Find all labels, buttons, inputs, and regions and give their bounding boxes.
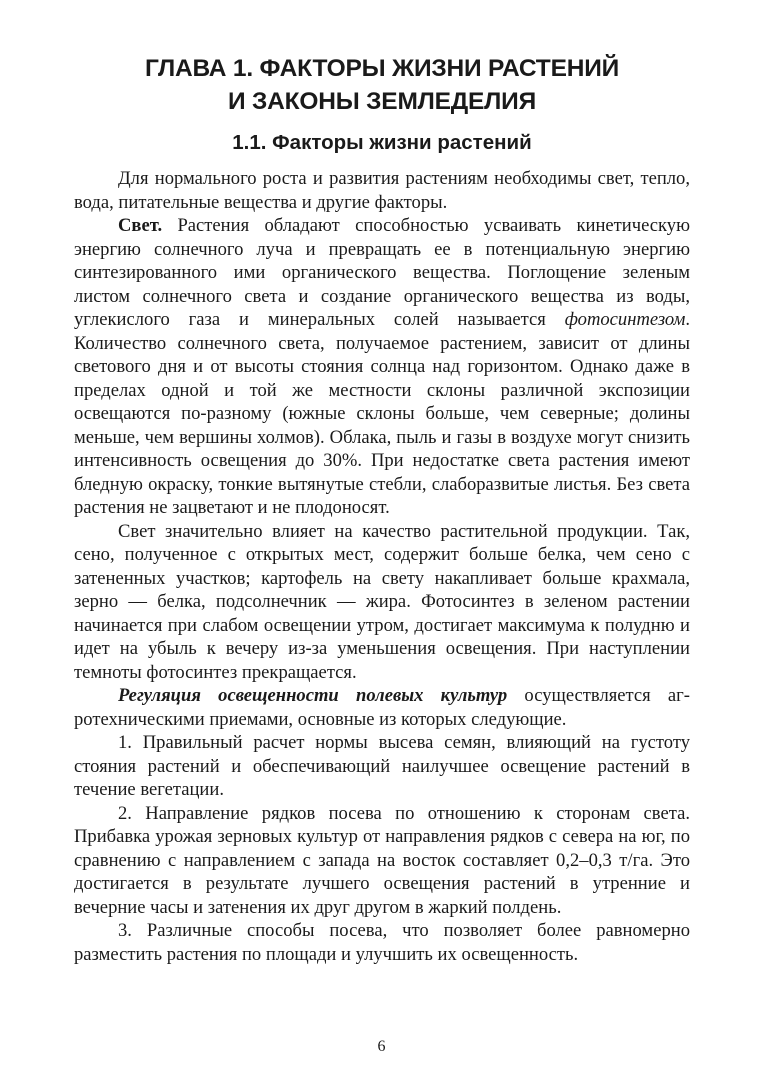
page-content <box>74 52 690 966</box>
list-item-3: 3. Различные способы посева, что позволяет более равномерно разместить растения по площади и улучшить их освещенность. <box>74 920 690 965</box>
paragraph-light-text-b: . Количество солнечного света, получаемое растением, зависит от длины светового дня и от высоты стояния солнца над горизонтом. Однако даже в пределах одной и той же местности склоны различной экспозиции освещаются по-разному (южные склоны больше, чем северные; долины меньше, чем вершины холмов). Облака, пыль и газы в воздухе могут снизить интенсивность освещения до 30%. При недостатке света растения имеют бледную окраску, тонкие вытянутые стебли, слаборазвитые листья. Без света растения не зацветают и не плодоносят. <box>74 309 690 518</box>
paragraph-light <box>74 214 690 520</box>
list-item-1: 1. Правильный расчет нормы высева семян, влияющий на густоту стояния растений и обеспечивающий наилучшее освещение растений в течение вегетации. <box>74 732 690 800</box>
chapter-title <box>74 52 690 118</box>
paragraph-light-text-a: Растения обладают способностью усваивать кинетическую энергию солнечного луча и превращать ее в потенциальную энергию синтезированного ими органического вещества. Поглощение зеленым листом солнечного света и создание органического вещества из воды, углекислого газа и минеральных солей называется <box>74 215 690 330</box>
paragraph-intro: Для нормального роста и развития растениям необходимы свет, тепло, вода, питательные вещества и другие факторы. <box>74 168 690 213</box>
chapter-title-line1: ГЛАВА 1. ФАКТОРЫ ЖИЗНИ РАСТЕНИЙ <box>144 55 620 82</box>
list-item-2: 2. Направление рядков посева по отношению к сторонам света. Прибавка урожая зерновых культур от направления рядков с севера на юг, по сравнению с направлением с запада на восток составляет 0,2–0,3 т/га. Это достигается в результате лучшего освещения растений в утренние и вечерние часы и затенения их друг другом в жаркий полдень. <box>74 802 690 918</box>
page-number: 6 <box>377 1038 386 1055</box>
body-text <box>74 167 690 966</box>
chapter-title-line2: И ЗАКОНЫ ЗЕМЛЕДЕЛИЯ <box>228 88 536 115</box>
regulation-term: Регуляция освещенности полевых культур <box>118 685 508 706</box>
paragraph-quality: Свет значительно влияет на качество растительной продукции. Так, сено, полученное с открытых мест, содержит больше белка, чем сено с затененных участков; картофель на свету накапливает больше крахмала, зерно — белка, подсолнечник — жира. Фотосинтез в зеленом растении начинается при слабом освещении утром, достигает максимума к полудню и идет на убыль к вечеру из-за уменьшения освещения. При наступлении темноты фотосинтез прекращается. <box>74 520 690 683</box>
photosynthesis-term: фотосинтезом <box>564 309 686 330</box>
paragraph-regulation-text: осуществляется агротехническими приемами, основные из которых следующие. <box>74 685 690 730</box>
paragraph-light-lead: Свет. <box>118 215 163 236</box>
paragraph-regulation-lead <box>118 685 507 706</box>
paragraph-regulation <box>74 684 690 731</box>
section-title: 1.1. Факторы жизни растений <box>232 131 532 154</box>
